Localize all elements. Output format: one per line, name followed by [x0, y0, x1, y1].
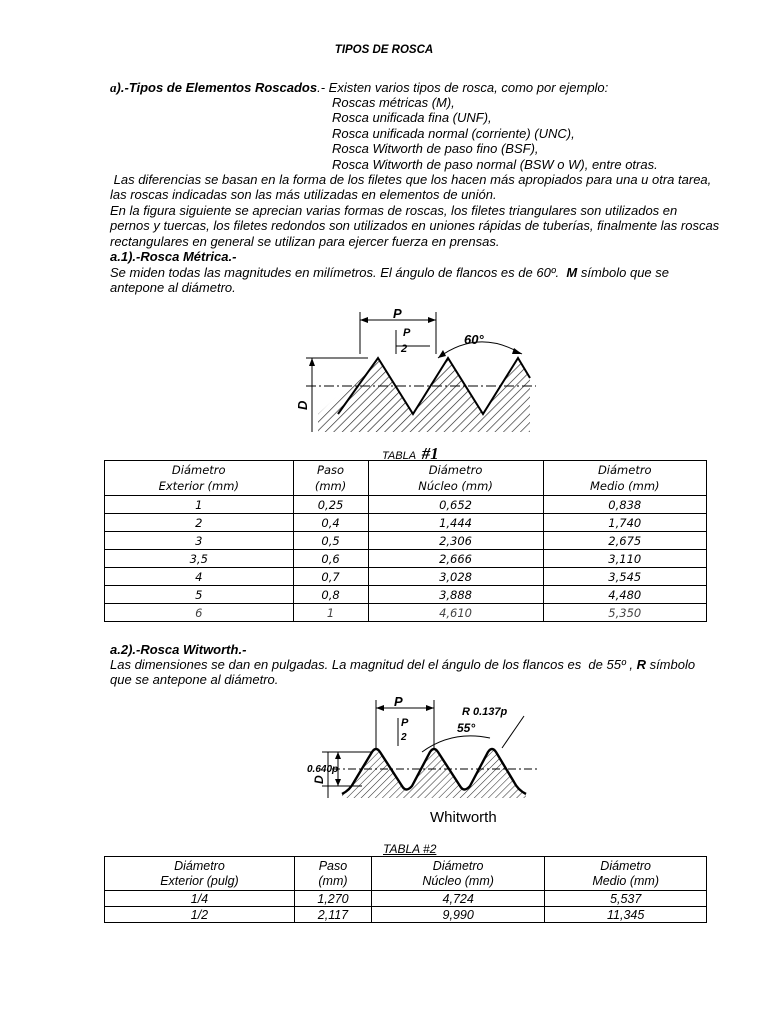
label-half-pitch-num: P: [401, 717, 409, 729]
header-core: Diámetro Núcleo (mm): [368, 461, 543, 496]
table-cell: 4: [105, 568, 294, 586]
table-cell: 0,8: [293, 586, 368, 604]
table-row: [105, 907, 707, 923]
label-pitch: P: [394, 694, 403, 709]
label-pitch: P: [393, 306, 402, 321]
header-exterior: Diámetro Exterior (pulg): [105, 857, 295, 891]
header-mean: Diámetro Medio (mm): [543, 461, 706, 496]
witworth-table: [104, 856, 707, 923]
table-cell: 0,25: [293, 496, 368, 514]
label-radius: R 0.137p: [462, 706, 508, 718]
table-row: [105, 568, 707, 586]
table-cell: 5,537: [545, 891, 707, 907]
header-mean: Diámetro Medio (mm): [545, 857, 707, 891]
page-title: TIPOS DE ROSCA: [334, 44, 434, 56]
table-cell: 0,6: [293, 550, 368, 568]
metric-text-a: Se miden todas las magnitudes en milímetros. El ángulo de flancos es de 60º.: [110, 265, 567, 280]
table-cell: 3,545: [543, 568, 706, 586]
label-half-pitch-den: 2: [401, 732, 407, 743]
label-diameter: D: [312, 775, 326, 784]
label-half-pitch-num: P: [403, 327, 411, 339]
intro-lead: .- Existen varios tipos de rosca, como por ejemplo:: [317, 80, 609, 95]
table-cell: 3,5: [105, 550, 294, 568]
table-cell: 1,740: [543, 514, 706, 532]
table-cell: 1/2: [105, 907, 295, 923]
table-row: [105, 604, 707, 622]
table-row: [105, 586, 707, 604]
label-angle: 55°: [457, 721, 476, 735]
table-header-row: [105, 461, 707, 496]
table-cell: 11,345: [545, 907, 707, 923]
table-cell: 1: [105, 496, 294, 514]
list-item: Roscas métricas (M),: [332, 95, 455, 110]
table-cell: 3,028: [368, 568, 543, 586]
table-cell: 5: [105, 586, 294, 604]
witworth-text-b: símbolo que se antepone al diámetro.: [110, 657, 696, 688]
intro-heading: ).-Tipos de Elementos Roscados: [116, 80, 318, 95]
table-cell: 3: [105, 532, 294, 550]
metric-heading: a.1).-Rosca Métrica.-: [110, 249, 237, 264]
table-cell: 4,480: [543, 586, 706, 604]
table-cell: 3,888: [368, 586, 543, 604]
intro-paragraph-2: En la figura siguiente se aprecian varias formas de roscas, los filetes triangulares son utilizados en pernos y tuercas, los filetes redondos son utilizados en uniones rápidas de tuberías, finalmente las roscas rectangulares en general se utilizan para ejercer fuerza en prensas.: [110, 203, 720, 249]
table-cell: 2,306: [368, 532, 543, 550]
table-cell: 1/4: [105, 891, 295, 907]
witworth-symbol: R: [636, 657, 646, 672]
table-row: [105, 532, 707, 550]
list-item: Rosca unificada fina (UNF),: [332, 110, 492, 126]
table-cell: 1: [293, 604, 368, 622]
intro-paragraph-1: Las diferencias se basan en la forma de los filetes que los hacen más apropiados para una u otra tarea, las roscas indicadas son las más utilizadas en elementos de unión.: [110, 172, 715, 203]
witworth-description: [110, 657, 720, 688]
metric-table: [104, 460, 707, 622]
header-pitch: Paso (mm): [294, 857, 371, 891]
header-core: Diámetro Núcleo (mm): [372, 857, 545, 891]
table-cell: 3,110: [543, 550, 706, 568]
table-cell: 2,117: [294, 907, 371, 923]
table-cell: 9,990: [372, 907, 545, 923]
header-exterior: Diámetro Exterior (mm): [105, 461, 294, 496]
table-1-number: #1: [421, 444, 439, 463]
table-cell: 5,350: [543, 604, 706, 622]
table-cell: 0,7: [293, 568, 368, 586]
table-cell: 6: [105, 604, 294, 622]
table-cell: 2: [105, 514, 294, 532]
metric-text-b: símbolo que se antepone al diámetro.: [110, 265, 670, 296]
table-1-caption-text: TABLA: [382, 450, 422, 462]
figure-name: Whitworth: [430, 809, 497, 826]
label-height: 0.640p: [307, 764, 339, 775]
list-item: Rosca Witworth de paso fino (BSF),: [332, 141, 539, 157]
header-pitch: Paso (mm): [293, 461, 368, 496]
list-item: Rosca unificada normal (corriente) (UNC),: [332, 125, 575, 141]
table-row: [105, 550, 707, 568]
witworth-text-a: Las dimensiones se dan en pulgadas. La magnitud del el ángulo de los flancos es de 55º ,: [110, 657, 637, 672]
whitworth-thread-diagram: [302, 694, 572, 834]
label-half-pitch-den: 2: [401, 343, 408, 355]
metric-description: [110, 265, 720, 296]
list-item: Rosca Witworth de paso normal (BSW o W), entre otras.: [332, 156, 658, 172]
table-header-row: [105, 857, 707, 891]
table-cell: 0,4: [293, 514, 368, 532]
table-row: [105, 891, 707, 907]
table-cell: 0,5: [293, 532, 368, 550]
table-cell: 1,444: [368, 514, 543, 532]
witworth-heading: a.2).-Rosca Witworth.-: [110, 642, 247, 657]
table-row: [105, 496, 707, 514]
intro-prefix: a: [110, 80, 117, 95]
table-row: [105, 514, 707, 532]
label-diameter: D: [295, 400, 310, 410]
table-cell: 0,652: [368, 496, 543, 514]
thread-types-list: [332, 95, 658, 172]
table-cell: 2,675: [543, 532, 706, 550]
table-cell: 4,724: [372, 891, 545, 907]
table-cell: 4,610: [368, 604, 543, 622]
table-2-caption: TABLA #2: [383, 842, 437, 856]
metric-thread-diagram: [295, 306, 538, 434]
metric-symbol: M: [566, 265, 578, 280]
label-angle: 60°: [464, 332, 484, 347]
table-cell: 0,838: [543, 496, 706, 514]
table-cell: 2,666: [368, 550, 543, 568]
table-cell: 1,270: [294, 891, 371, 907]
intro-heading-line: [110, 80, 720, 95]
